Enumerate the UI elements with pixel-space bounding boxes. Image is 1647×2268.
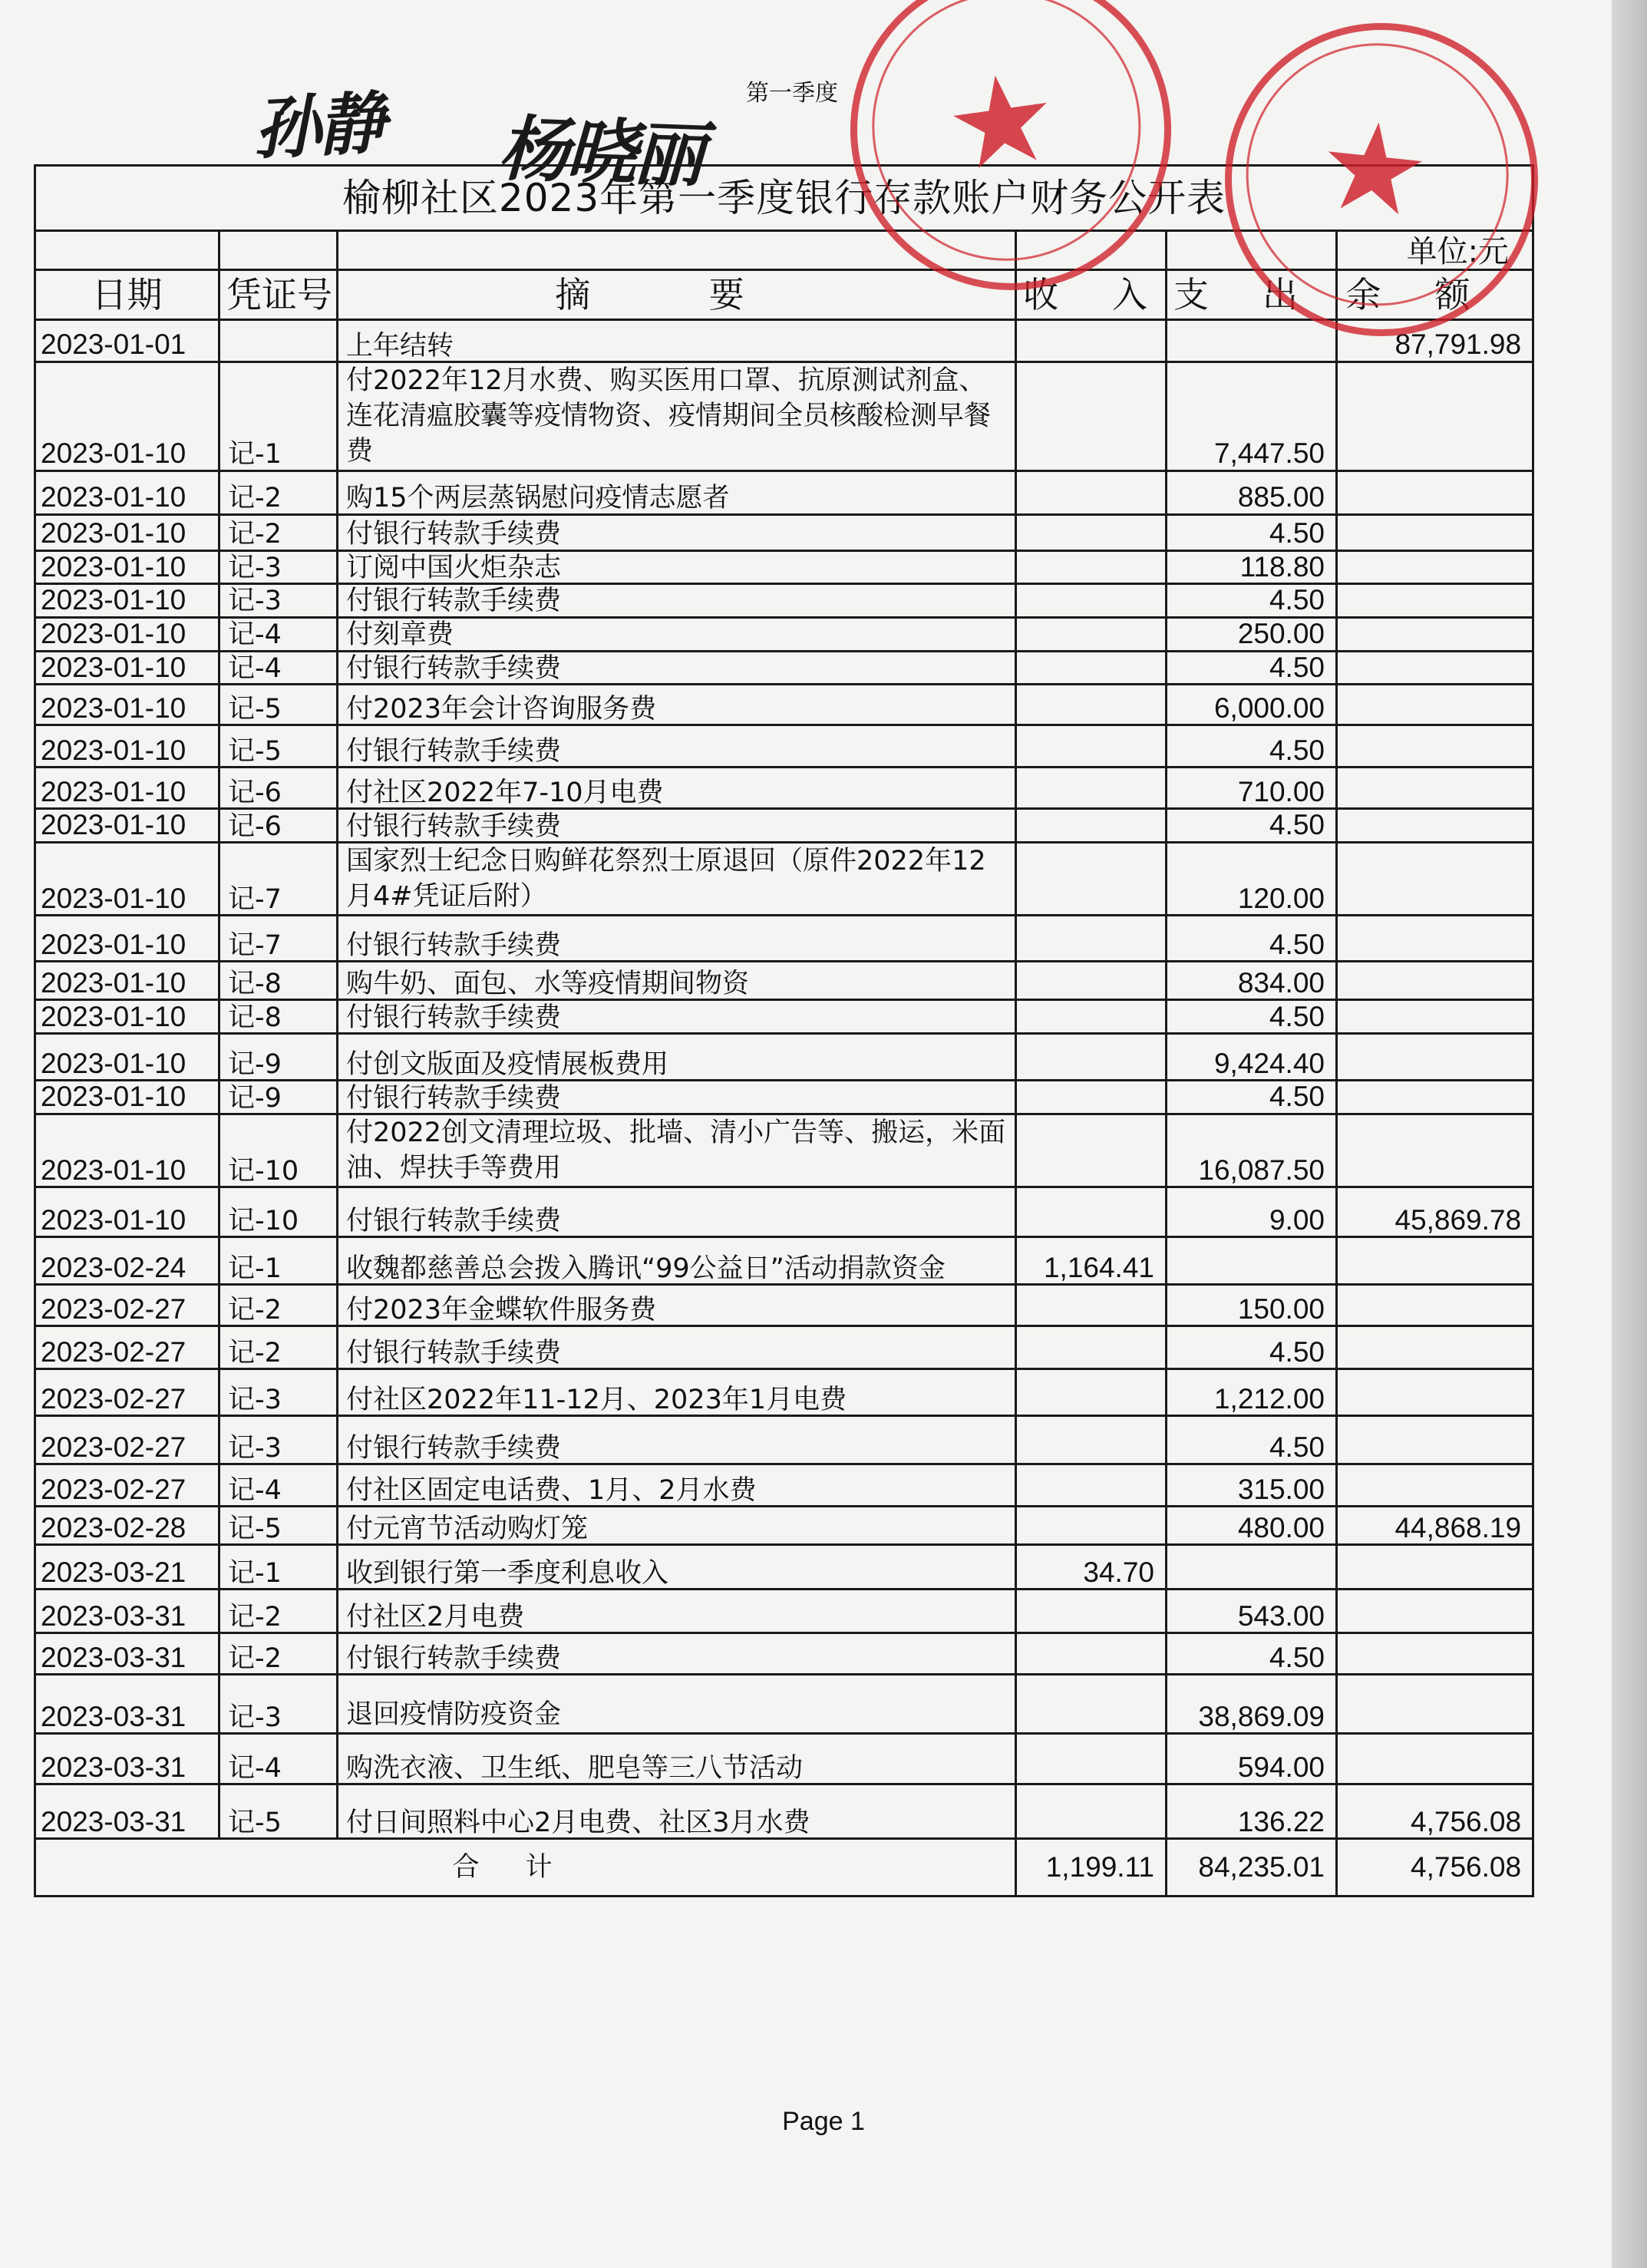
cell-date: 2023-01-10: [35, 651, 219, 685]
cell-date: 2023-03-31: [35, 1784, 219, 1839]
cell-date: 2023-01-10: [35, 1000, 219, 1034]
cell-income: [1016, 1114, 1167, 1187]
cell-balance: [1337, 1081, 1533, 1114]
cell-date: 2023-02-27: [35, 1464, 219, 1507]
cell-summary: 付银行转款手续费: [338, 1000, 1016, 1034]
cell-income: [1016, 685, 1167, 725]
cell-summary: 付银行转款手续费: [338, 1326, 1016, 1369]
cell-voucher: 记-3: [219, 550, 338, 584]
table-row: [35, 725, 1533, 768]
cell-voucher: 记-5: [219, 1784, 338, 1839]
table-row: [35, 1369, 1533, 1416]
cell-voucher: 记-1: [219, 1545, 338, 1590]
cell-balance: [1337, 685, 1533, 725]
cell-date: 2023-01-10: [35, 843, 219, 916]
table-row: [35, 1416, 1533, 1464]
cell-balance: 45,869.78: [1337, 1187, 1533, 1237]
cell-income: [1016, 843, 1167, 916]
cell-income: [1016, 1464, 1167, 1507]
signature-1: 孙静: [251, 82, 385, 170]
cell-summary: 付银行转款手续费: [338, 809, 1016, 843]
cell-voucher: 记-2: [219, 470, 338, 514]
cell-income: [1016, 651, 1167, 685]
cell-voucher: 记-2: [219, 1590, 338, 1633]
cell-income: [1016, 768, 1167, 809]
cell-summary: 付社区2022年7-10月电费: [338, 768, 1016, 809]
cell-income: [1016, 962, 1167, 1000]
cell-voucher: 记-1: [219, 362, 338, 471]
cell-summary: 付银行转款手续费: [338, 725, 1016, 768]
cell-date: 2023-01-10: [35, 962, 219, 1000]
cell-date: 2023-01-10: [35, 1114, 219, 1187]
cell-summary: 付刻章费: [338, 617, 1016, 651]
header-row: [35, 270, 1533, 320]
table-row: [35, 1114, 1533, 1187]
cell-income: [1016, 1285, 1167, 1326]
cell-income: [1016, 470, 1167, 514]
cell-expense: 4.50: [1167, 1633, 1337, 1675]
table-row: [35, 1784, 1533, 1839]
cell-expense: [1167, 1545, 1337, 1590]
cell-balance: [1337, 1034, 1533, 1081]
seal-star-icon: ★: [1312, 91, 1437, 246]
cell-expense: 120.00: [1167, 843, 1337, 916]
cell-date: 2023-01-10: [35, 584, 219, 618]
cell-expense: 4.50: [1167, 651, 1337, 685]
cell-summary: 付创文版面及疫情展板费用: [338, 1034, 1016, 1081]
cell-expense: 4.50: [1167, 584, 1337, 618]
cell-expense: 480.00: [1167, 1507, 1337, 1545]
cell-date: 2023-01-10: [35, 550, 219, 584]
cell-date: 2023-03-21: [35, 1545, 219, 1590]
cell-summary: 付银行转款手续费: [338, 584, 1016, 618]
cell-voucher: 记-3: [219, 1369, 338, 1416]
cell-voucher: 记-8: [219, 962, 338, 1000]
table-row: [35, 916, 1533, 962]
cell-balance: [1337, 843, 1533, 916]
cell-balance: [1337, 617, 1533, 651]
cell-expense: 16,087.50: [1167, 1114, 1337, 1187]
table-row: [35, 1187, 1533, 1237]
cell-date: 2023-03-31: [35, 1633, 219, 1675]
unit-label: 单位:元: [1337, 231, 1533, 270]
cell-expense: 4.50: [1167, 1416, 1337, 1464]
cell-summary: [338, 843, 1016, 916]
cell-summary: [338, 1114, 1016, 1187]
cell-income: [1016, 1000, 1167, 1034]
cell-balance: [1337, 550, 1533, 584]
cell-summary: [338, 1675, 1016, 1734]
cell-voucher: 记-8: [219, 1000, 338, 1034]
cell-date: 2023-03-31: [35, 1734, 219, 1784]
cell-expense: 594.00: [1167, 1734, 1337, 1784]
cell-date: 2023-01-10: [35, 470, 219, 514]
cell-expense: 543.00: [1167, 1590, 1337, 1633]
cell-date: 2023-02-28: [35, 1507, 219, 1545]
cell-balance: [1337, 916, 1533, 962]
cell-voucher: 记-2: [219, 1633, 338, 1675]
cell-balance: 4,756.08: [1337, 1784, 1533, 1839]
table-row: [35, 1464, 1533, 1507]
table-row: [35, 470, 1533, 514]
cell-expense: 4.50: [1167, 916, 1337, 962]
summary-text: 付2022年12月水费、购买医用口罩、抗原测试剂盒、连花清瘟胶囊等疫情物资、疫情期间全员核酸检测早餐费: [346, 365, 992, 467]
cell-income: [1016, 1633, 1167, 1675]
cell-date: 2023-02-27: [35, 1326, 219, 1369]
cell-expense: [1167, 1237, 1337, 1285]
cell-balance: [1337, 1326, 1533, 1369]
cell-income: [1016, 1326, 1167, 1369]
cell-summary: [338, 362, 1016, 471]
cell-date: 2023-01-10: [35, 809, 219, 843]
cell-balance: [1337, 1590, 1533, 1633]
table-row: [35, 320, 1533, 362]
cell-voucher: 记-10: [219, 1114, 338, 1187]
table-row: [35, 651, 1533, 685]
cell-voucher: 记-5: [219, 1507, 338, 1545]
col-header-voucher: 凭证号: [219, 270, 338, 320]
cell-voucher: 记-7: [219, 843, 338, 916]
cell-voucher: 记-5: [219, 725, 338, 768]
cell-summary: 付银行转款手续费: [338, 1187, 1016, 1237]
cell-date: 2023-03-31: [35, 1675, 219, 1734]
cell-balance: 44,868.19: [1337, 1507, 1533, 1545]
cell-income: [1016, 1734, 1167, 1784]
cell-income: [1016, 362, 1167, 471]
cell-voucher: 记-1: [219, 1237, 338, 1285]
cell-summary: 付银行转款手续费: [338, 916, 1016, 962]
cell-date: 2023-02-24: [35, 1237, 219, 1285]
table-row: [35, 584, 1533, 618]
cell-date: 2023-03-31: [35, 1590, 219, 1633]
table-row: [35, 1081, 1533, 1114]
scan-edge-shadow: [1612, 0, 1647, 2268]
cell-summary: 购牛奶、面包、水等疫情期间物资: [338, 962, 1016, 1000]
cell-expense: 4.50: [1167, 725, 1337, 768]
cell-voucher: 记-9: [219, 1081, 338, 1114]
col-header-balance: 余额: [1337, 270, 1533, 320]
cell-summary: 付银行转款手续费: [338, 651, 1016, 685]
cell-balance: [1337, 1237, 1533, 1285]
cell-date: 2023-01-10: [35, 725, 219, 768]
cell-summary: 购洗衣液、卫生纸、肥皂等三八节活动: [338, 1734, 1016, 1784]
table-row: [35, 1633, 1533, 1675]
ledger-table: [34, 164, 1534, 1897]
cell-income: [1016, 1369, 1167, 1416]
cell-balance: [1337, 514, 1533, 550]
cell-income: [1016, 1416, 1167, 1464]
cell-income: [1016, 320, 1167, 362]
cell-voucher: [219, 320, 338, 362]
cell-voucher: 记-2: [219, 1326, 338, 1369]
cell-date: 2023-01-10: [35, 362, 219, 471]
table-row: [35, 1326, 1533, 1369]
cell-summary: 付2023年会计咨询服务费: [338, 685, 1016, 725]
col-header-summary: 摘 要: [338, 270, 1016, 320]
cell-date: 2023-01-10: [35, 1081, 219, 1114]
cell-date: 2023-02-27: [35, 1369, 219, 1416]
cell-income: [1016, 1784, 1167, 1839]
cell-income: 1,164.41: [1016, 1237, 1167, 1285]
cell-summary: 付社区固定电话费、1月、2月水费: [338, 1464, 1016, 1507]
cell-balance: [1337, 470, 1533, 514]
cell-balance: [1337, 962, 1533, 1000]
table-row: [35, 1285, 1533, 1326]
cell-income: [1016, 617, 1167, 651]
cell-voucher: 记-9: [219, 1034, 338, 1081]
cell-voucher: 记-4: [219, 651, 338, 685]
cell-expense: 250.00: [1167, 617, 1337, 651]
cell-summary: 付社区2022年11-12月、2023年1月电费: [338, 1369, 1016, 1416]
cell-voucher: 记-6: [219, 768, 338, 809]
cell-summary: 付元宵节活动购灯笼: [338, 1507, 1016, 1545]
cell-income: [1016, 1081, 1167, 1114]
cell-date: 2023-01-10: [35, 1187, 219, 1237]
cell-balance: [1337, 362, 1533, 471]
table-row: [35, 362, 1533, 471]
table-row: [35, 514, 1533, 550]
cell-voucher: 记-6: [219, 809, 338, 843]
table-row: [35, 1590, 1533, 1633]
cell-income: [1016, 1507, 1167, 1545]
cell-expense: 9,424.40: [1167, 1034, 1337, 1081]
cell-expense: 885.00: [1167, 470, 1337, 514]
cell-voucher: 记-3: [219, 1416, 338, 1464]
cell-expense: 4.50: [1167, 1000, 1337, 1034]
cell-balance: [1337, 1114, 1533, 1187]
cell-income: [1016, 550, 1167, 584]
cell-income: [1016, 1590, 1167, 1633]
cell-voucher: 记-2: [219, 1285, 338, 1326]
total-row: [35, 1839, 1533, 1897]
cell-voucher: 记-5: [219, 685, 338, 725]
summary-text: 国家烈士纪念日购鲜花祭烈士原退回（原件2022年12月4#凭证后附）: [346, 846, 986, 913]
cell-expense: 136.22: [1167, 1784, 1337, 1839]
cell-income: 34.70: [1016, 1545, 1167, 1590]
summary-text: 退回疫情防疫资金: [346, 1699, 562, 1731]
cell-expense: [1167, 320, 1337, 362]
cell-voucher: 记-2: [219, 514, 338, 550]
cell-expense: 4.50: [1167, 1326, 1337, 1369]
cell-summary: 收魏都慈善总会拨入腾讯“99公益日”活动捐款资金: [338, 1237, 1016, 1285]
table-row: [35, 1545, 1533, 1590]
table-row: [35, 1675, 1533, 1734]
cell-voucher: 记-4: [219, 1464, 338, 1507]
cell-voucher: 记-3: [219, 584, 338, 618]
cell-summary: 付日间照料中心2月电费、社区3月水费: [338, 1784, 1016, 1839]
table-row: [35, 617, 1533, 651]
cell-expense: 38,869.09: [1167, 1675, 1337, 1734]
cell-balance: 87,791.98: [1337, 320, 1533, 362]
cell-date: 2023-01-10: [35, 617, 219, 651]
col-header-expense: 支出: [1167, 270, 1337, 320]
cell-date: 2023-01-10: [35, 916, 219, 962]
col-header-date: 日期: [35, 270, 219, 320]
cell-balance: [1337, 1285, 1533, 1326]
cell-summary: 付银行转款手续费: [338, 1633, 1016, 1675]
cell-expense: 4.50: [1167, 514, 1337, 550]
cell-expense: 4.50: [1167, 809, 1337, 843]
cell-date: 2023-02-27: [35, 1416, 219, 1464]
cell-summary: 付银行转款手续费: [338, 514, 1016, 550]
cell-summary: 订阅中国火炬杂志: [338, 550, 1016, 584]
table-row: [35, 1000, 1533, 1034]
cell-balance: [1337, 809, 1533, 843]
cell-expense: 1,212.00: [1167, 1369, 1337, 1416]
table-row: [35, 843, 1533, 916]
cell-date: 2023-02-27: [35, 1285, 219, 1326]
table-row: [35, 685, 1533, 725]
cell-balance: [1337, 725, 1533, 768]
cell-voucher: 记-3: [219, 1675, 338, 1734]
cell-voucher: 记-4: [219, 1734, 338, 1784]
cell-balance: [1337, 651, 1533, 685]
cell-balance: [1337, 768, 1533, 809]
page-number: Page 1: [782, 2107, 865, 2136]
cell-income: [1016, 1034, 1167, 1081]
col-header-income: 收入: [1016, 270, 1167, 320]
cell-date: 2023-01-10: [35, 685, 219, 725]
cell-summary: 付银行转款手续费: [338, 1081, 1016, 1114]
cell-date: 2023-01-10: [35, 768, 219, 809]
cell-summary: 付银行转款手续费: [338, 1416, 1016, 1464]
total-expense: 84,235.01: [1167, 1839, 1337, 1897]
cell-income: [1016, 725, 1167, 768]
cell-voucher: 记-7: [219, 916, 338, 962]
table-row: [35, 1507, 1533, 1545]
title-row: [35, 166, 1533, 231]
table-title: 榆柳社区2023年第一季度银行存款账户财务公开表: [35, 166, 1533, 231]
table-row: [35, 550, 1533, 584]
cell-balance: [1337, 1675, 1533, 1734]
cell-date: 2023-01-10: [35, 1034, 219, 1081]
cell-summary: 上年结转: [338, 320, 1016, 362]
cell-balance: [1337, 1734, 1533, 1784]
cell-expense: 710.00: [1167, 768, 1337, 809]
table-row: [35, 1734, 1533, 1784]
total-balance: 4,756.08: [1337, 1839, 1533, 1897]
cell-voucher: 记-4: [219, 617, 338, 651]
total-income: 1,199.11: [1016, 1839, 1167, 1897]
cell-expense: 150.00: [1167, 1285, 1337, 1326]
table-row: [35, 809, 1533, 843]
table-row: [35, 768, 1533, 809]
table-row: [35, 1034, 1533, 1081]
cell-balance: [1337, 1416, 1533, 1464]
seal-star-icon: ★: [937, 42, 1067, 200]
cell-summary: 付2023年金蝶软件服务费: [338, 1285, 1016, 1326]
summary-text: 付2022创文清理垃圾、批墙、清小广告等、搬运，米面油、焊扶手等费用: [346, 1117, 1006, 1184]
total-label: 合计: [35, 1839, 1016, 1897]
quarter-note: 第一季度: [746, 80, 838, 107]
cell-balance: [1337, 1633, 1533, 1675]
cell-income: [1016, 1187, 1167, 1237]
cell-expense: 9.00: [1167, 1187, 1337, 1237]
table-row: [35, 1237, 1533, 1285]
cell-balance: [1337, 1000, 1533, 1034]
cell-expense: 315.00: [1167, 1464, 1337, 1507]
cell-balance: [1337, 1369, 1533, 1416]
cell-expense: 118.80: [1167, 550, 1337, 584]
cell-balance: [1337, 1545, 1533, 1590]
cell-income: [1016, 1675, 1167, 1734]
cell-summary: 收到银行第一季度利息收入: [338, 1545, 1016, 1590]
cell-summary: 购15个两层蒸锅慰问疫情志愿者: [338, 470, 1016, 514]
table-row: [35, 962, 1533, 1000]
cell-summary: 付社区2月电费: [338, 1590, 1016, 1633]
cell-income: [1016, 916, 1167, 962]
cell-income: [1016, 514, 1167, 550]
unit-row: [35, 231, 1533, 270]
cell-date: 2023-01-01: [35, 320, 219, 362]
cell-date: 2023-01-10: [35, 514, 219, 550]
cell-expense: 7,447.50: [1167, 362, 1337, 471]
cell-expense: 6,000.00: [1167, 685, 1337, 725]
cell-income: [1016, 809, 1167, 843]
cell-balance: [1337, 1464, 1533, 1507]
cell-expense: 834.00: [1167, 962, 1337, 1000]
signature-2: 杨晓丽: [497, 107, 703, 197]
cell-expense: 4.50: [1167, 1081, 1337, 1114]
cell-voucher: 记-10: [219, 1187, 338, 1237]
cell-balance: [1337, 584, 1533, 618]
cell-income: [1016, 584, 1167, 618]
